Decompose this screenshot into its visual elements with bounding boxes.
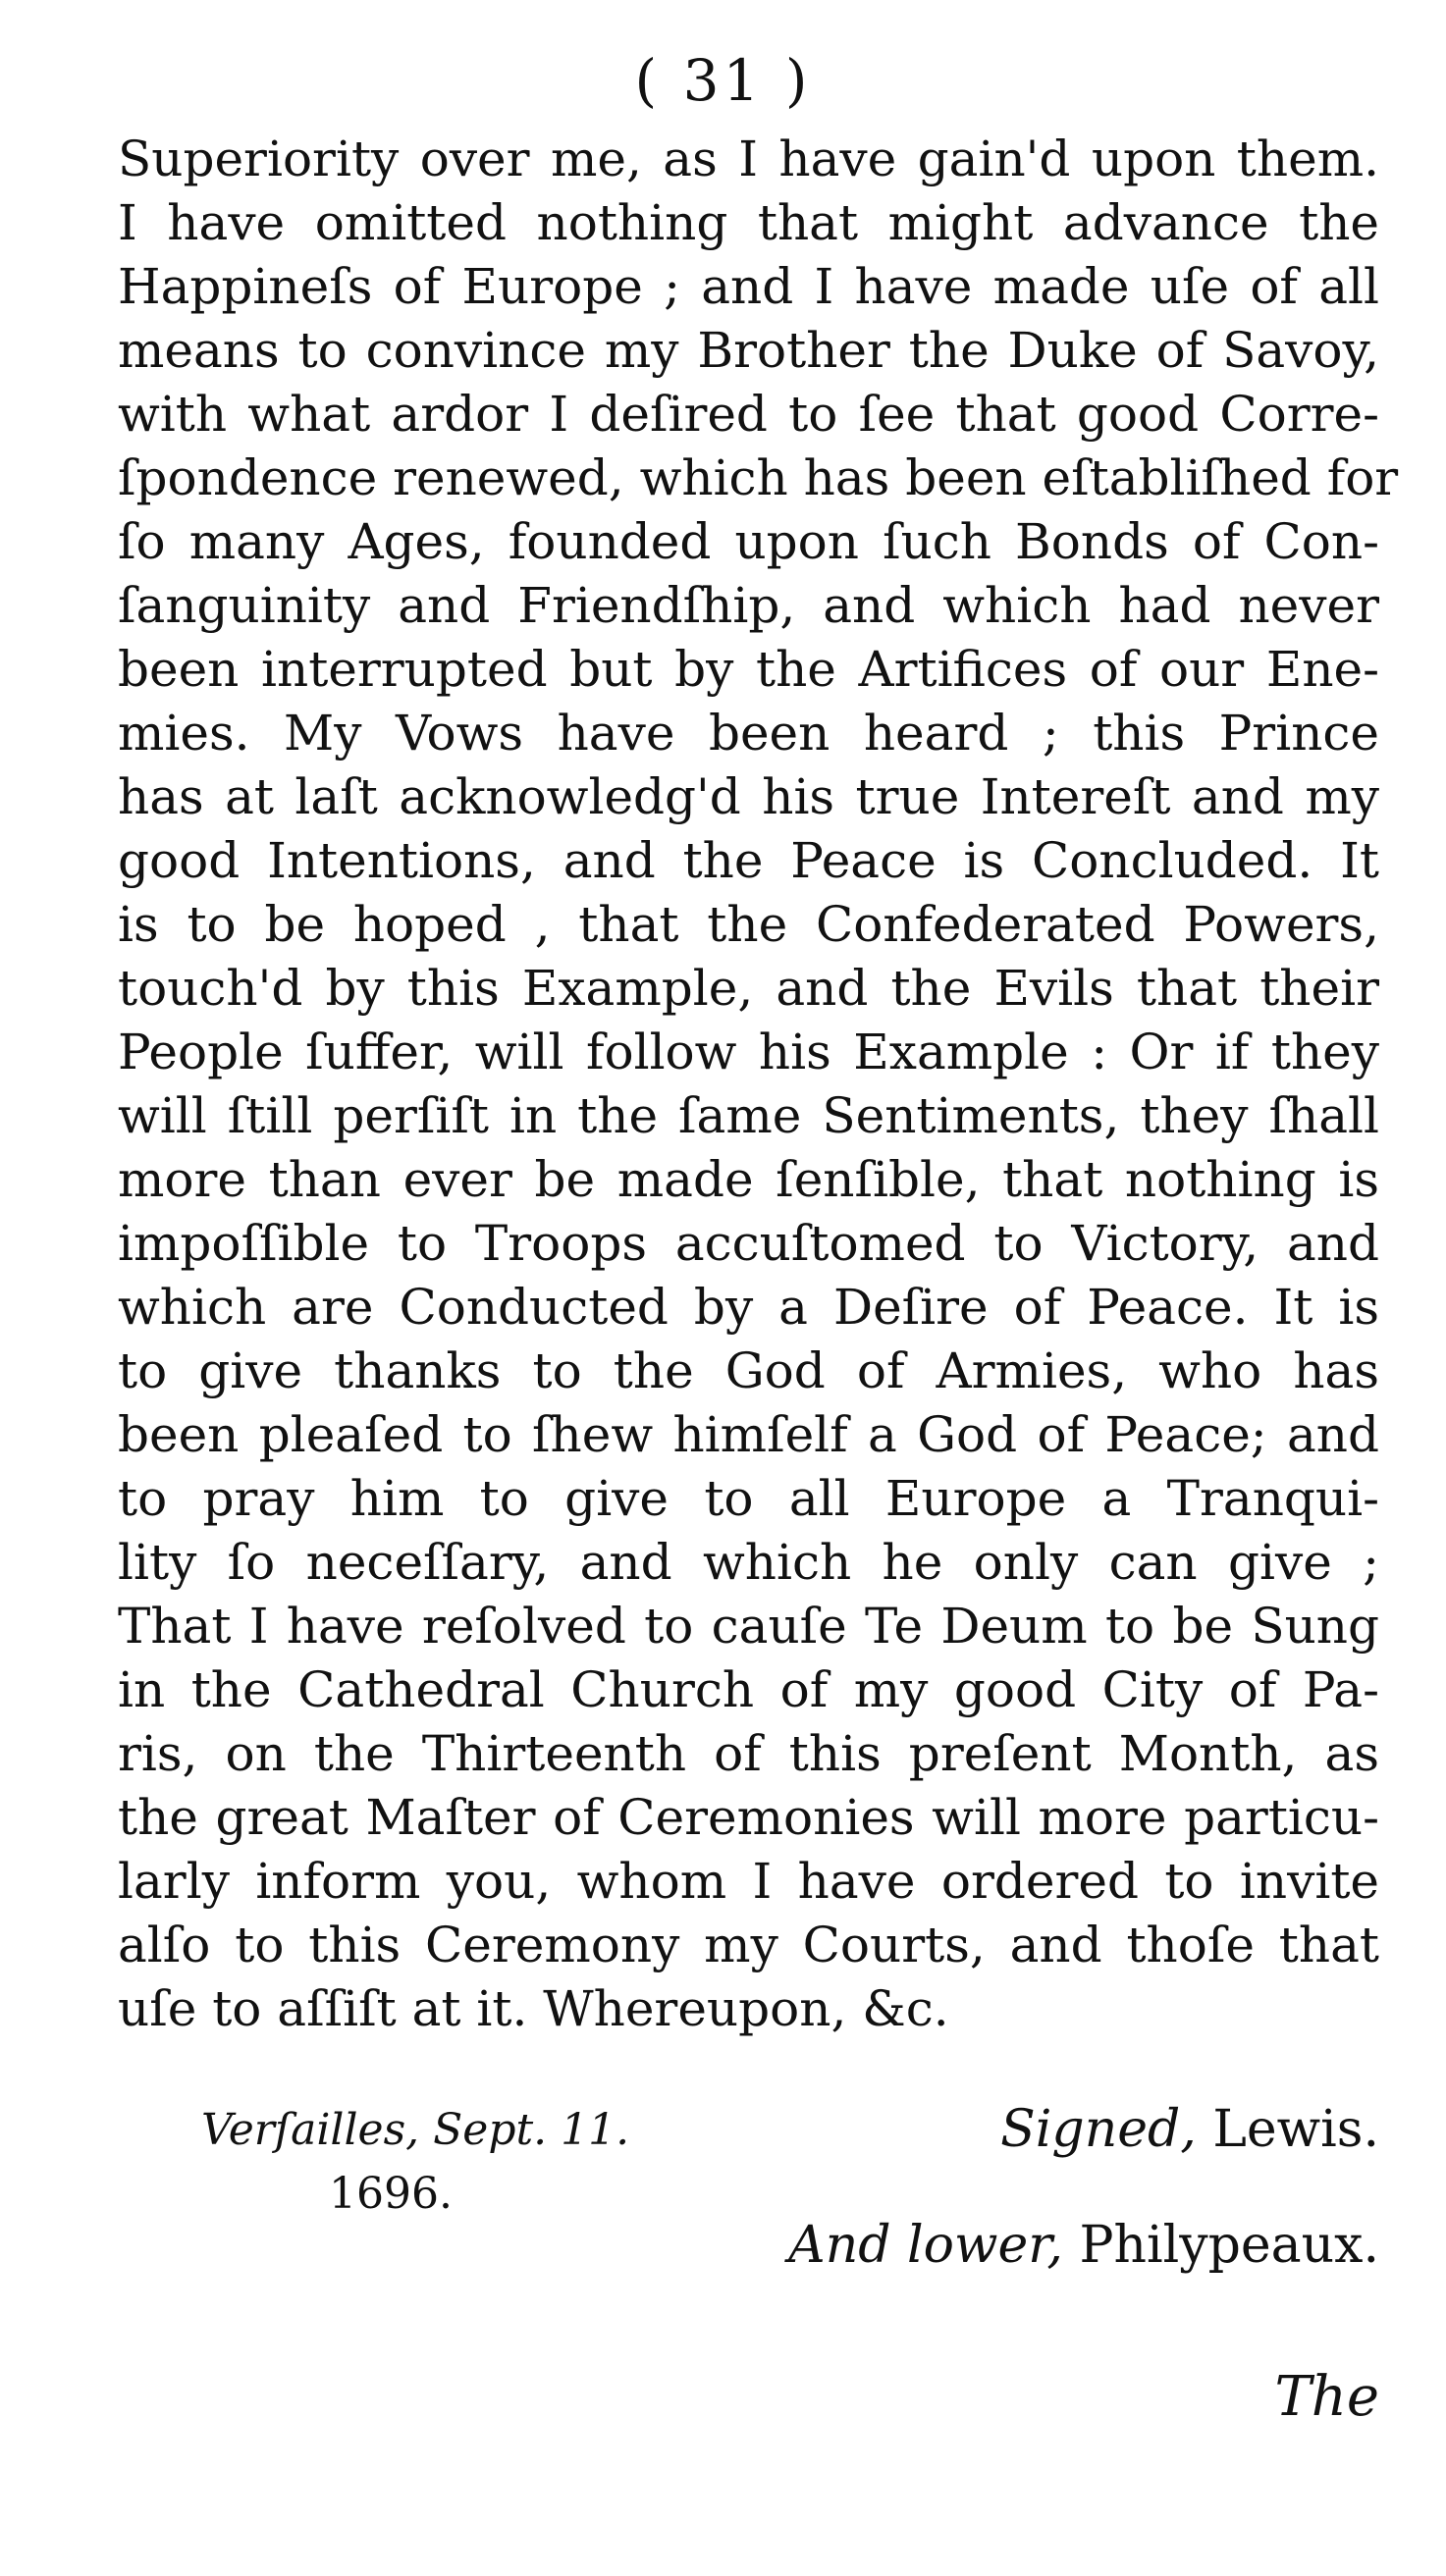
text-line: is to be hoped , that the Confederated Powers,	[118, 896, 1379, 953]
text-line: impoſſible to Troops accuſtomed to Victory, and	[118, 1215, 1379, 1272]
text-line: Superiority over me, as I have gain'd upon them.	[118, 131, 1379, 187]
text-line: mies. My Vows have been heard ; this Prince	[118, 705, 1379, 762]
date-year: 1696.	[329, 2169, 453, 2219]
countersignature-line	[788, 2216, 1379, 2275]
page-number: ( 31 )	[634, 47, 812, 114]
text-line: to pray him to give to all Europe a Tranqui-	[118, 1470, 1379, 1527]
text-line: more than ever be made ſenſible, that nothing is	[118, 1151, 1379, 1208]
catchword: The	[1274, 2365, 1379, 2429]
text-line: alſo to this Ceremony my Courts, and thoſe that	[118, 1917, 1379, 1973]
text-line: the great Maſter of Ceremonies will more particu-	[118, 1789, 1379, 1846]
lower-name: Philypeaux.	[1079, 2216, 1379, 2275]
text-line: been interrupted but by the Artifices of our Ene-	[118, 641, 1379, 698]
place-date: Verſailles, Sept. 11.	[201, 2105, 630, 2155]
text-line: larly inform you, whom I have ordered to invite	[118, 1853, 1379, 1910]
text-line: I have omitted nothing that might advance the	[118, 194, 1379, 251]
text-line: touch'd by this Example, and the Evils that their	[118, 960, 1379, 1017]
text-line: ſanguinity and Friendſhip, and which had never	[118, 577, 1379, 634]
signature-line	[1000, 2100, 1379, 2159]
text-line: lity ſo neceſſary, and which he only can give ;	[118, 1534, 1379, 1591]
text-line: in the Cathedral Church of my good City of Pa-	[118, 1661, 1379, 1718]
text-line: has at laſt acknowledg'd his true Intereſt and my	[118, 768, 1379, 825]
text-line: been pleaſed to ſhew himſelf a God of Peace; and	[118, 1406, 1379, 1463]
signed-label: Signed,	[1000, 2100, 1197, 2159]
text-line: People ſuffer, will follow his Example : Or if they	[118, 1024, 1379, 1080]
text-line: Happineſs of Europe ; and I have made uſe of all	[118, 258, 1379, 315]
text-line: uſe to aſſiſt at it. Whereupon, &c.	[118, 1980, 949, 2037]
text-line: will ſtill perſiſt in the ſame Sentiments, they ſhall	[118, 1087, 1379, 1144]
text-line: which are Conducted by a Deſire of Peace. It is	[118, 1279, 1379, 1336]
text-line: means to convince my Brother the Duke of Savoy,	[118, 322, 1379, 379]
lower-label: And lower,	[788, 2216, 1063, 2275]
text-line: to give thanks to the God of Armies, who has	[118, 1342, 1379, 1399]
signed-name: Lewis.	[1212, 2100, 1379, 2159]
text-line: with what ardor I deſired to ſee that good Corre-	[118, 386, 1379, 443]
text-line: ris, on the Thirteenth of this preſent Month, as	[118, 1725, 1379, 1782]
text-line: That I have reſolved to cauſe Te Deum to be Sung	[118, 1598, 1379, 1655]
text-line: ſpondence renewed, which has been eſtabliſhed for	[118, 449, 1399, 506]
text-line: ſo many Ages, founded upon ſuch Bonds of Con-	[118, 513, 1379, 570]
text-line: good Intentions, and the Peace is Concluded. It	[118, 832, 1379, 889]
body-text	[118, 128, 1399, 2041]
